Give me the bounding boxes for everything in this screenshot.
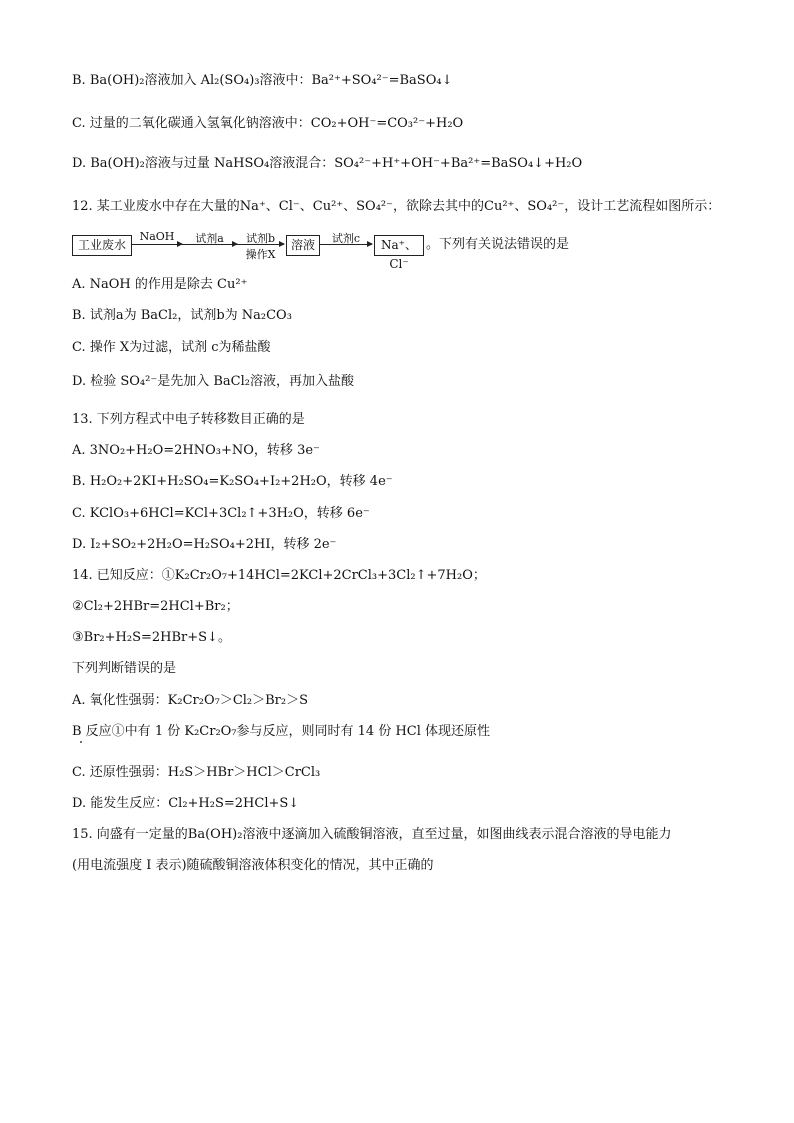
flow-label-reagent-b: 试剂b: [245, 232, 276, 245]
q14-question: 下列判断错误的是: [72, 661, 177, 676]
flow-label-operation-x: 操作X: [245, 248, 276, 261]
q13-stem: 13. 下列方程式中电子转移数目正确的是: [72, 412, 305, 427]
q14-option-b: B 反应①中有 1 份 K₂Cr₂O₇参与反应，则同时有 14 份 HCl 体现还原性: [72, 724, 491, 739]
q15-stem-line1: 15. 向盛有一定量的Ba(OH)₂溶液中逐滴加入硫酸铜溶液，直至过量，如图曲线表示混合溶液的导电能力: [72, 827, 672, 842]
q14-option-c: C. 还原性强弱：H₂S＞HBr＞HCl＞CrCl₃: [72, 765, 321, 780]
q11-option-b: B. Ba(OH)₂溶液加入 Al₂(SO₄)₃溶液中：Ba²⁺+SO₄²⁻=BaSO₄↓: [72, 73, 453, 88]
flow-box-solution: 溶液: [286, 235, 320, 256]
flow-box-wastewater: 工业废水: [72, 235, 132, 256]
stray-dot: [80, 741, 82, 743]
q11-option-d: D. Ba(OH)₂溶液与过量 NaHSO₄溶液混合：SO₄²⁻+H⁺+OH⁻+Ba²⁺=BaSO₄↓+H₂O: [72, 156, 583, 171]
q14-reaction-2: ②Cl₂+2HBr=2HCl+Br₂；: [72, 599, 239, 614]
q15-stem-line2: (用电流强度 I 表示)随硫酸铜溶液体积变化的情况，其中正确的: [72, 858, 434, 873]
flow-label-naoh: NaOH: [139, 230, 175, 243]
flow-box-product: Na⁺、Cl⁻: [374, 235, 424, 256]
q12-option-c: C. 操作 X为过滤，试剂 c为稀盐酸: [72, 340, 271, 355]
q12-option-b: B. 试剂a为 BaCl₂，试剂b为 Na₂CO₃: [72, 308, 292, 323]
q14-reaction-3: ③Br₂+H₂S=2HBr+S↓。: [72, 630, 231, 645]
q11-option-c: C. 过量的二氧化碳通入氢氧化钠溶液中：CO₂+OH⁻=CO₃²⁻+H₂O: [72, 116, 464, 131]
q13-option-c: C. KClO₃+6HCl=KCl+3Cl₂↑+3H₂O，转移 6e⁻: [72, 506, 370, 521]
q14-option-d: D. 能发生反应：Cl₂+H₂S=2HCl+S↓: [72, 796, 300, 811]
process-flow-diagram: [72, 230, 772, 271]
q13-option-d: D. I₂+SO₂+2H₂O=H₂SO₄+2HI，转移 2e⁻: [72, 537, 337, 552]
q13-option-b: B. H₂O₂+2KI+H₂SO₄=K₂SO₄+I₂+2H₂O，转移 4e⁻: [72, 474, 393, 489]
q12-stem: 12. 某工业废水中存在大量的Na⁺、Cl⁻、Cu²⁺、SO₄²⁻，欲除去其中的Cu²⁺、SO₄²⁻，设计工艺流程如图所示：: [72, 199, 721, 214]
q12-option-a: A. NaOH 的作用是除去 Cu²⁺: [72, 277, 248, 292]
flow-arrow-1: [132, 244, 182, 245]
q12-option-d: D. 检验 SO₄²⁻是先加入 BaCl₂溶液，再加入盐酸: [72, 374, 354, 389]
flow-label-reagent-a: 试剂a: [195, 232, 224, 245]
q14-option-a: A. 氧化性强弱：K₂Cr₂O₇＞Cl₂＞Br₂＞S: [72, 693, 309, 708]
q13-option-a: A. 3NO₂+H₂O=2HNO₃+NO，转移 3e⁻: [72, 443, 320, 458]
flow-label-reagent-c: 试剂c: [331, 232, 361, 245]
q12-stem-tail: 。下列有关说法错误的是: [426, 237, 570, 252]
q14-stem: 14. 已知反应：①K₂Cr₂O₇+14HCl=2KCl+2CrCl₃+3Cl₂↑+7H₂O；: [72, 568, 486, 583]
